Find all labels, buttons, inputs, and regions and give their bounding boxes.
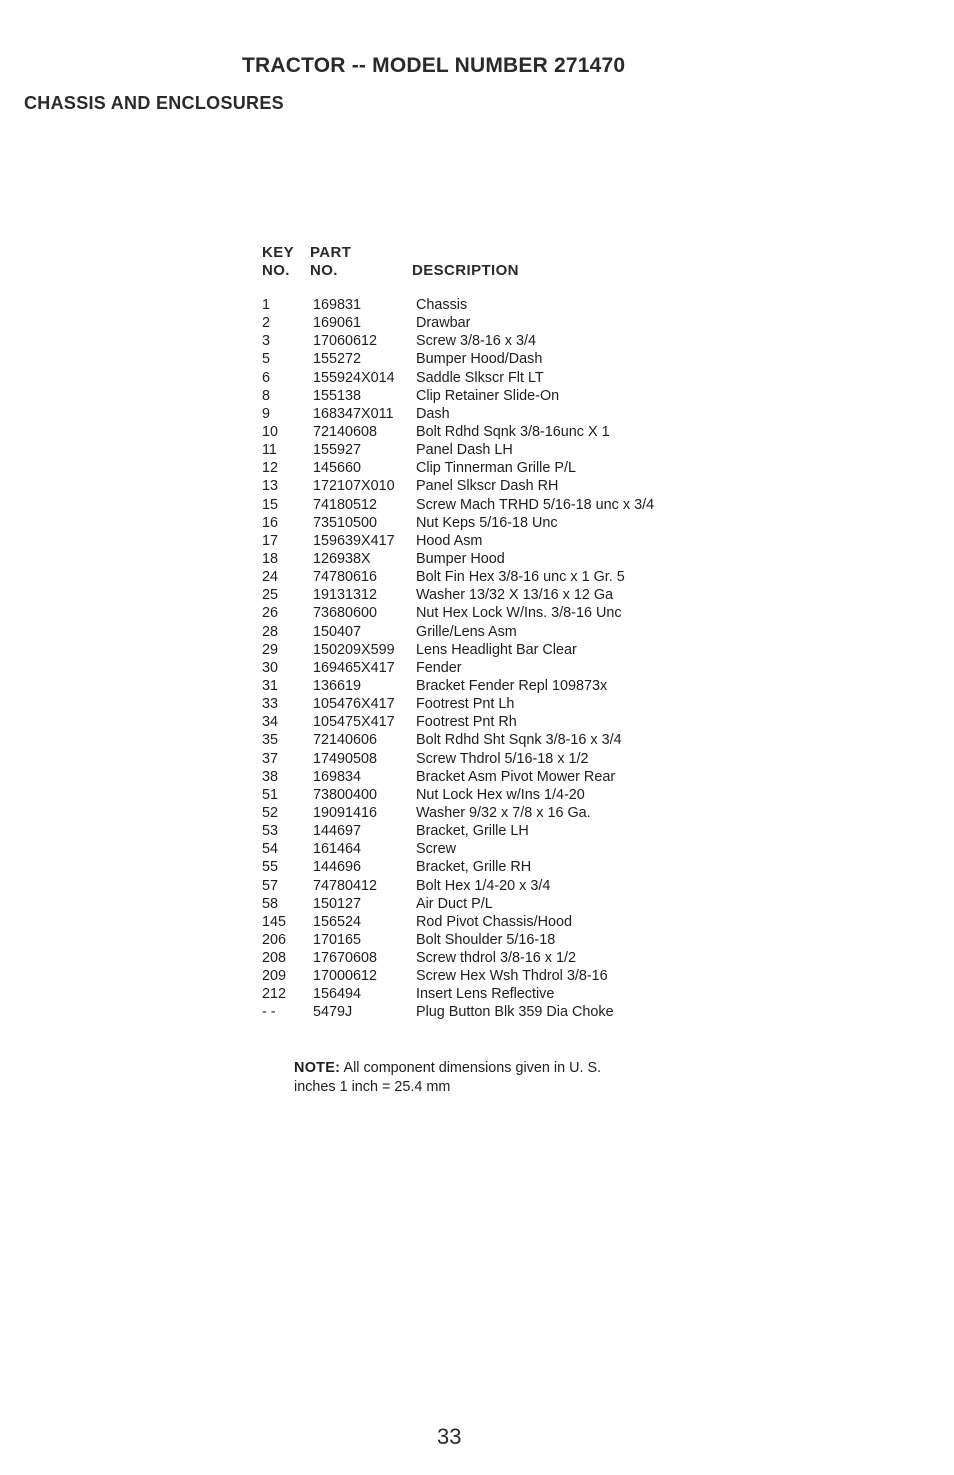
part-no-cell: 73800400	[313, 786, 378, 803]
table-row	[262, 677, 716, 695]
description-cell: Panel Dash LH	[416, 442, 513, 459]
table-row	[262, 369, 716, 387]
description-cell: Air Duct P/L	[416, 895, 493, 912]
part-no-cell: 156494	[313, 986, 362, 1003]
table-row	[262, 949, 716, 967]
key-no-cell: 18	[262, 550, 279, 567]
key-no-cell: 31	[262, 677, 279, 694]
table-row	[262, 750, 716, 768]
description-cell: Bolt Shoulder 5/16-18	[416, 931, 556, 948]
table-row	[262, 496, 716, 514]
header-part-no	[310, 244, 412, 280]
description-cell: Nut Hex Lock W/Ins. 3/8-16 Unc	[416, 605, 622, 622]
table-row	[262, 423, 716, 441]
table-row	[262, 387, 716, 405]
table-row	[262, 931, 716, 949]
description-cell: Fender	[416, 659, 462, 676]
section-title: CHASSIS AND ENCLOSURES	[24, 93, 284, 113]
table-row	[262, 768, 716, 786]
part-no-cell: 72140606	[313, 732, 378, 749]
table-row	[262, 604, 716, 622]
table-row	[262, 713, 716, 731]
table-header	[262, 244, 716, 280]
description-cell: Chassis	[416, 297, 468, 313]
key-no-cell: 35	[262, 732, 279, 749]
part-no-cell: 19131312	[313, 587, 378, 604]
part-no-cell: 150407	[313, 623, 362, 640]
description-cell: Bracket, Grille LH	[416, 823, 529, 840]
table-row	[262, 822, 716, 840]
key-no-cell: 37	[262, 750, 279, 767]
table-body	[262, 296, 716, 1022]
key-no-cell: 9	[262, 405, 271, 422]
description-cell: Bumper Hood	[416, 550, 505, 567]
header-description: DESCRIPTION	[412, 262, 519, 279]
table-row	[262, 514, 716, 532]
table-row	[262, 477, 716, 495]
description-cell: Clip Tinnerman Grille P/L	[416, 460, 576, 477]
table-row	[262, 314, 716, 332]
note-label: NOTE:	[294, 1060, 341, 1076]
table-row	[262, 985, 716, 1003]
table-row	[262, 641, 716, 659]
part-no-cell: 168347X011	[313, 405, 394, 422]
key-no-cell: 17	[262, 532, 279, 549]
part-no-cell: 19091416	[313, 804, 378, 821]
part-no-cell: 136619	[313, 677, 362, 694]
description-cell: Drawbar	[416, 315, 471, 332]
table-row	[262, 913, 716, 931]
description-cell: Grille/Lens Asm	[416, 623, 517, 640]
page-title: TRACTOR -- MODEL NUMBER 271470	[242, 54, 626, 77]
part-no-cell: 74180512	[313, 496, 378, 513]
description-cell: Washer 13/32 X 13/16 x 12 Ga	[416, 587, 614, 604]
part-no-cell: 17060612	[313, 333, 378, 350]
description-cell: Footrest Pnt Lh	[416, 696, 515, 713]
part-no-cell: 17490508	[313, 750, 378, 767]
table-row	[262, 350, 716, 368]
part-no-cell: 169831	[313, 297, 362, 313]
description-cell: Washer 9/32 x 7/8 x 16 Ga.	[416, 804, 591, 821]
table-row	[262, 332, 716, 350]
description-cell: Clip Retainer Slide-On	[416, 387, 560, 404]
key-no-cell: 25	[262, 587, 279, 604]
page-number: 33	[437, 1424, 462, 1449]
parts-table	[262, 244, 716, 1022]
key-no-cell: 12	[262, 460, 279, 477]
description-cell: Dash	[416, 405, 450, 422]
table-row	[262, 967, 716, 985]
key-no-cell: 208	[262, 950, 287, 967]
key-no-cell: 15	[262, 496, 279, 513]
key-no-cell: 10	[262, 423, 279, 440]
part-no-cell: 5479J	[313, 1004, 353, 1021]
part-no-cell: 155927	[313, 442, 362, 459]
table-row	[262, 731, 716, 749]
key-no-cell: 34	[262, 714, 279, 731]
description-cell: Hood Asm	[416, 532, 483, 549]
table-row	[262, 550, 716, 568]
description-cell: Screw Mach TRHD 5/16-18 unc x 3/4	[416, 496, 655, 513]
key-no-cell: - -	[262, 1004, 276, 1021]
description-cell: Lens Headlight Bar Clear	[416, 641, 577, 658]
key-no-cell: 51	[262, 786, 279, 803]
key-no-cell: 6	[262, 369, 271, 386]
description-cell: Screw Hex Wsh Thdrol 3/8-16	[416, 968, 608, 985]
table-row	[262, 895, 716, 913]
table-row	[262, 532, 716, 550]
table-row	[262, 877, 716, 895]
header-key-no	[262, 244, 310, 280]
note-line2: inches 1 inch = 25.4 mm	[294, 1079, 451, 1095]
part-no-cell: 150209X599	[313, 641, 395, 658]
part-no-cell: 155924X014	[313, 369, 395, 386]
table-row	[262, 804, 716, 822]
part-no-cell: 156524	[313, 913, 362, 930]
description-cell: Bracket Asm Pivot Mower Rear	[416, 768, 616, 785]
table-row	[262, 1003, 716, 1021]
header-key-line1: KEY	[262, 244, 295, 261]
key-no-cell: 29	[262, 641, 279, 658]
description-cell: Bumper Hood/Dash	[416, 351, 543, 368]
table-row	[262, 405, 716, 423]
header-key-line2: NO.	[262, 262, 290, 279]
key-no-cell: 33	[262, 696, 279, 713]
note-line1: All component dimensions given in U. S.	[343, 1060, 602, 1076]
part-no-cell: 169465X417	[313, 659, 395, 676]
description-cell: Nut Keps 5/16-18 Unc	[416, 514, 558, 531]
part-no-cell: 74780412	[313, 877, 378, 894]
key-no-cell: 57	[262, 877, 279, 894]
description-cell: Screw 3/8-16 x 3/4	[416, 333, 536, 350]
key-no-cell: 11	[262, 442, 277, 459]
part-no-cell: 144697	[313, 823, 362, 840]
part-no-cell: 72140608	[313, 423, 378, 440]
key-no-cell: 2	[262, 315, 271, 332]
part-no-cell: 17000612	[313, 968, 378, 985]
description-cell: Plug Button Blk 359 Dia Choke	[416, 1004, 614, 1021]
key-no-cell: 145	[262, 913, 287, 930]
description-cell: Nut Lock Hex w/Ins 1/4-20	[416, 786, 585, 803]
table-row	[262, 840, 716, 858]
key-no-cell: 16	[262, 514, 279, 531]
key-no-cell: 30	[262, 659, 279, 676]
description-cell: Saddle Slkscr Flt LT	[416, 369, 544, 386]
table-row	[262, 659, 716, 677]
part-no-cell: 155272	[313, 351, 362, 368]
key-no-cell: 28	[262, 623, 279, 640]
key-no-cell: 13	[262, 478, 279, 495]
key-no-cell: 54	[262, 841, 279, 858]
key-no-cell: 24	[262, 569, 279, 586]
part-no-cell: 169834	[313, 768, 362, 785]
key-no-cell: 206	[262, 931, 287, 948]
table-row	[262, 623, 716, 641]
key-no-cell: 58	[262, 895, 279, 912]
part-no-cell: 150127	[313, 895, 362, 912]
table-row	[262, 568, 716, 586]
description-cell: Rod Pivot Chassis/Hood	[416, 913, 572, 930]
description-cell: Bolt Rdhd Sqnk 3/8-16unc X 1	[416, 423, 610, 440]
description-cell: Footrest Pnt Rh	[416, 714, 517, 731]
description-cell: Panel Slkscr Dash RH	[416, 478, 559, 495]
description-cell: Screw thdrol 3/8-16 x 1/2	[416, 950, 576, 967]
table-row	[262, 296, 716, 314]
key-no-cell: 53	[262, 823, 279, 840]
description-cell: Screw Thdrol 5/16-18 x 1/2	[416, 750, 589, 767]
note	[294, 1059, 601, 1097]
part-no-cell: 172107X010	[313, 478, 395, 495]
key-no-cell: 1	[262, 297, 271, 313]
header-part-line2: NO.	[310, 262, 338, 279]
description-cell: Bolt Fin Hex 3/8-16 unc x 1 Gr. 5	[416, 569, 625, 586]
table-row	[262, 459, 716, 477]
part-no-cell: 105475X417	[313, 714, 395, 731]
part-no-cell: 73510500	[313, 514, 378, 531]
table-row	[262, 441, 716, 459]
part-no-cell: 169061	[313, 315, 362, 332]
key-no-cell: 5	[262, 351, 271, 368]
part-no-cell: 126938X	[313, 550, 371, 567]
part-no-cell: 73680600	[313, 605, 378, 622]
description-cell: Bolt Rdhd Sht Sqnk 3/8-16 x 3/4	[416, 732, 622, 749]
key-no-cell: 8	[262, 387, 271, 404]
part-no-cell: 161464	[313, 841, 362, 858]
header-part-line1: PART	[310, 244, 352, 261]
key-no-cell: 212	[262, 986, 287, 1003]
table-row	[262, 695, 716, 713]
part-no-cell: 17670608	[313, 950, 378, 967]
description-cell: Screw	[416, 841, 456, 858]
part-no-cell: 159639X417	[313, 532, 395, 549]
table-row	[262, 586, 716, 604]
key-no-cell: 3	[262, 333, 271, 350]
key-no-cell: 55	[262, 859, 279, 876]
key-no-cell: 52	[262, 804, 279, 821]
part-no-cell: 170165	[313, 931, 362, 948]
description-cell: Bracket Fender Repl 109873x	[416, 677, 608, 694]
table-row	[262, 858, 716, 876]
description-cell: Bracket, Grille RH	[416, 859, 532, 876]
part-no-cell: 145660	[313, 460, 362, 477]
key-no-cell: 209	[262, 968, 287, 985]
part-no-cell: 74780616	[313, 569, 378, 586]
key-no-cell: 26	[262, 605, 279, 622]
table-row	[262, 786, 716, 804]
key-no-cell: 38	[262, 768, 279, 785]
part-no-cell: 144696	[313, 859, 362, 876]
description-cell: Bolt Hex 1/4-20 x 3/4	[416, 877, 551, 894]
part-no-cell: 105476X417	[313, 696, 395, 713]
description-cell: Insert Lens Reflective	[416, 986, 555, 1003]
part-no-cell: 155138	[313, 387, 362, 404]
